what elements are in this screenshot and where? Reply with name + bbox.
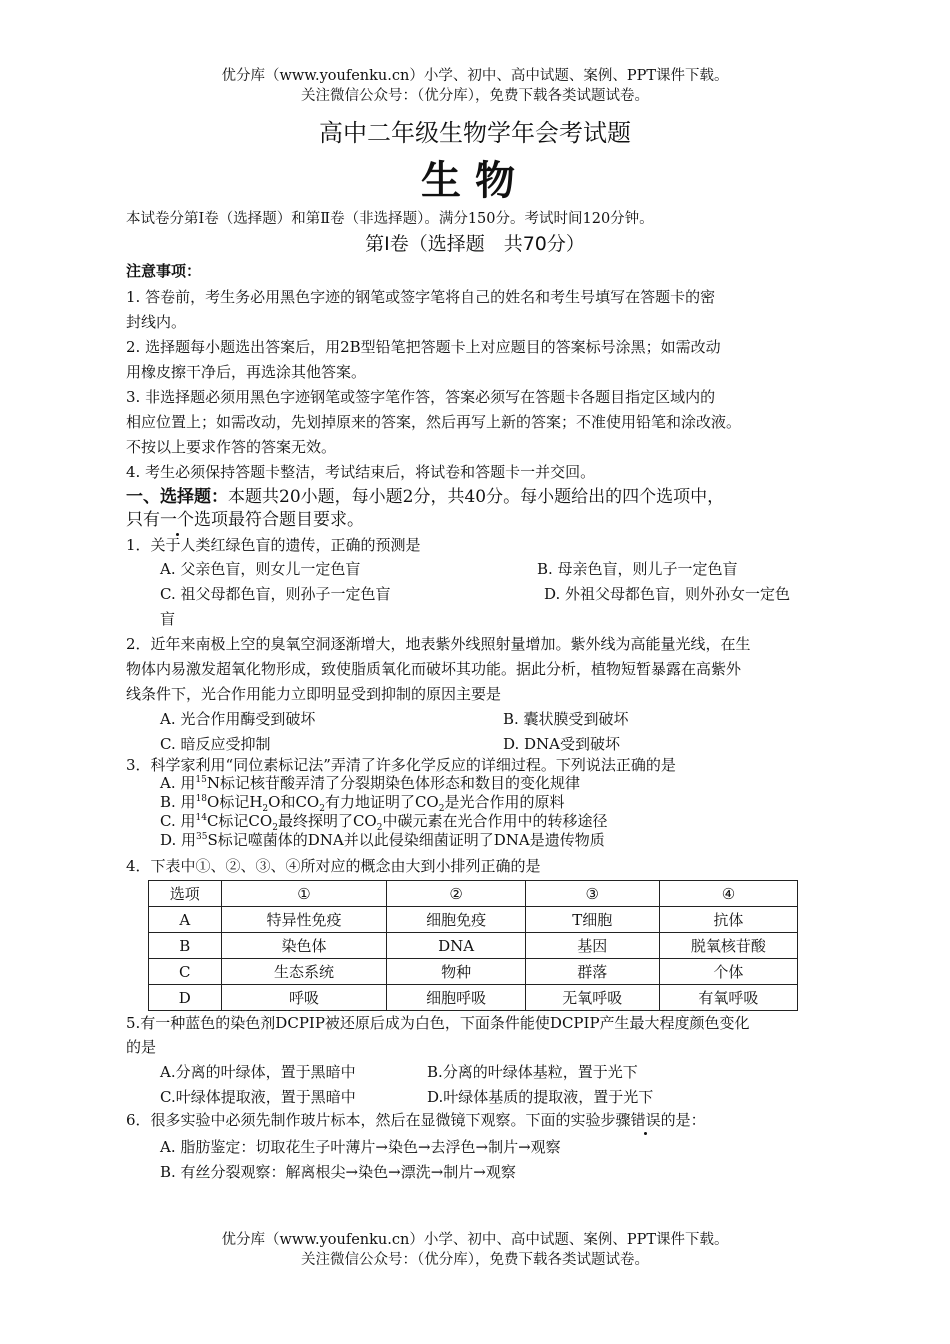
q4-header-cell: ② xyxy=(387,881,525,907)
table-cell: 细胞免疫 xyxy=(387,907,525,933)
table-cell: 无氧呼吸 xyxy=(525,985,659,1011)
table-cell: 脱氧核苷酸 xyxy=(659,933,797,959)
note-4: 4. 考生必须保持答题卡整洁，考试结束后，将试卷和答题卡一并交回。 xyxy=(126,463,596,481)
table-cell: 群落 xyxy=(525,959,659,985)
note-3b: 相应位置上；如需改动，先划掉原来的答案，然后再写上新的答案；不准使用铅笔和涂改液。 xyxy=(126,413,742,431)
table-row xyxy=(149,959,798,985)
q2-line-1: 2．近年来南极上空的臭氧空洞逐渐增大，地表紫外线照射量增加。紫外线为高能量光线，在生 xyxy=(126,635,751,653)
q3-c-mid1: C标记CO xyxy=(206,812,273,830)
q4-header-cell: ④ xyxy=(659,881,797,907)
q5-line-1: 5.有一种蓝色的染色剂DCPIP被还原后成为白色，下面条件能使DCPIP产生最大程度颜色变化 xyxy=(126,1014,750,1032)
table-cell: 有氧呼吸 xyxy=(659,985,797,1011)
q4-header-cell: ③ xyxy=(525,881,659,907)
table-cell: 特异性免疫 xyxy=(221,907,387,933)
q6-stem-pre: 6．很多实验中必须先制作玻片标本，然后在显微镜下观察。下面的实验步骤 xyxy=(126,1111,631,1129)
q5-option-c: C.叶绿体提取液，置于黑暗中 xyxy=(160,1088,356,1106)
exam-intro: 本试卷分第Ⅰ卷（选择题）和第Ⅱ卷（非选择题）。满分150分。考试时间120分钟。 xyxy=(126,211,654,227)
q3-a-post: N标记核苷酸弄清了分裂期染色体形态和数目的变化规律 xyxy=(206,774,580,792)
q6-stem-post: 的是： xyxy=(660,1111,706,1129)
note-1a: 1. 答卷前，考生务必用黑色字迹的钢笔或签字笔将自己的姓名和考生号填写在答题卡的密 xyxy=(126,288,716,306)
q3-stem: 3．科学家利用“同位素标记法”弄清了许多化学反应的详细过程。下列说法正确的是 xyxy=(126,756,676,774)
q3-b-sub3: 2 xyxy=(438,804,445,814)
q1-option-d-cont: 盲 xyxy=(160,610,176,628)
q3-option-b xyxy=(160,793,565,814)
table-cell: D xyxy=(149,985,222,1011)
note-3a: 3. 非选择题必须用黑色字迹钢笔或签字笔作答，答案必须写在答题卡各题目指定区域内的 xyxy=(126,388,716,406)
notes-heading: 注意事项： xyxy=(126,262,202,280)
section1-line-2 xyxy=(126,509,364,531)
table-cell: 抗体 xyxy=(659,907,797,933)
section1-desc-a: 本题共20小题，每小题2分，共40分。每小题给出的四个选项中， xyxy=(228,487,725,507)
q3-b-post: 是光合作用的原料 xyxy=(444,793,565,811)
table-cell: T细胞 xyxy=(525,907,659,933)
footer-line-1: 优分库（www.youfenku.cn）小学、初中、高中试题、案例、PPT课件下载。 xyxy=(221,1232,729,1248)
q3-b-mid1: O标记H xyxy=(207,793,263,811)
section1-desc-b-post: 选项最符合题目要求。 xyxy=(194,510,364,530)
header-line-1: 优分库（www.youfenku.cn）小学、初中、高中试题、案例、PPT课件下载。 xyxy=(221,68,729,84)
q4-table-header-row xyxy=(149,881,798,907)
q1-stem: 1．关于人类红绿色盲的遗传，正确的预测是 xyxy=(126,536,421,554)
table-cell: 染色体 xyxy=(221,933,387,959)
q5-line-2: 的是 xyxy=(126,1038,157,1056)
q3-c-post: 中碳元素在光合作用中的转移途径 xyxy=(382,812,608,830)
q3-b-pre: B. 用 xyxy=(160,793,196,811)
q6-option-a: A. 脂肪鉴定：切取花生子叶薄片→染色→去浮色→制片→观察 xyxy=(160,1138,561,1156)
note-2a: 2. 选择题每小题选出答案后，用2B型铅笔把答题卡上对应题目的答案标号涂黑；如需改动 xyxy=(126,338,721,356)
q3-a-isotope: 15 xyxy=(195,775,207,785)
table-cell: 基因 xyxy=(525,933,659,959)
q3-c-isotope: 14 xyxy=(195,813,207,823)
section1-desc-b-pre: 只有 xyxy=(126,510,160,530)
section1-desc-b-emphasis: 一个 xyxy=(160,510,194,530)
note-2b: 用橡皮擦干净后，再选涂其他答案。 xyxy=(126,363,367,381)
q1-option-b: B. 母亲色盲，则儿子一定色盲 xyxy=(537,560,738,578)
table-cell: DNA xyxy=(387,933,525,959)
q3-option-d xyxy=(160,831,605,849)
table-cell: 个体 xyxy=(659,959,797,985)
q3-c-sub2: 2 xyxy=(376,823,383,833)
table-cell: 呼吸 xyxy=(221,985,387,1011)
q4-stem: 4．下表中①、②、③、④所对应的概念由大到小排列正确的是 xyxy=(126,857,541,875)
q3-d-post: S标记噬菌体的DNA并以此侵染细菌证明了DNA是遗传物质 xyxy=(207,831,605,849)
q3-b-sub2: 2 xyxy=(319,804,325,814)
table-cell: A xyxy=(149,907,222,933)
q1-option-c: C. 祖父母都色盲，则孙子一定色盲 xyxy=(160,585,391,603)
q3-b-sub1: 2 xyxy=(262,804,269,814)
q2-option-a: A. 光合作用酶受到破坏 xyxy=(160,710,316,728)
q3-option-a xyxy=(160,774,580,792)
table-row xyxy=(149,933,798,959)
header-line-2: 关注微信公众号：（优分库），免费下载各类试题试卷。 xyxy=(301,88,649,104)
exam-subject: 生物 xyxy=(421,158,529,204)
table-cell: 物种 xyxy=(387,959,525,985)
q1-option-d: D. 外祖父母都色盲，则外孙女一定色 xyxy=(544,585,791,603)
footer-line-2: 关注微信公众号：（优分库），免费下载各类试题试卷。 xyxy=(301,1252,649,1268)
table-cell: C xyxy=(149,959,222,985)
q1-option-a: A. 父亲色盲，则女儿一定色盲 xyxy=(160,560,361,578)
q5-option-a: A.分离的叶绿体，置于黑暗中 xyxy=(160,1063,356,1081)
section1-label: 一、选择题： xyxy=(126,487,228,507)
note-3c: 不按以上要求作答的答案无效。 xyxy=(126,438,337,456)
q2-option-b: B. 囊状膜受到破坏 xyxy=(503,710,629,728)
q3-b-mid2: O和CO xyxy=(268,793,320,811)
q6-stem-emphasis: 错误 xyxy=(630,1111,661,1129)
section1-line-1 xyxy=(126,486,724,508)
q5-option-b: B.分离的叶绿体基粒，置于光下 xyxy=(427,1063,638,1081)
q3-c-pre: C. 用 xyxy=(160,812,196,830)
q2-option-c: C. 暗反应受抑制 xyxy=(160,735,271,753)
q3-option-c xyxy=(160,812,608,833)
q3-b-mid3: 有力地证明了CO xyxy=(324,793,439,811)
exam-title: 高中二年级生物学年会考试题 xyxy=(319,119,631,147)
table-row xyxy=(149,907,798,933)
q3-b-isotope: 18 xyxy=(195,794,208,804)
q3-a-pre: A. 用 xyxy=(160,774,196,792)
table-cell: B xyxy=(149,933,222,959)
q3-d-pre: D. 用 xyxy=(160,831,197,849)
table-cell: 细胞呼吸 xyxy=(387,985,525,1011)
table-row xyxy=(149,985,798,1011)
q4-table xyxy=(148,880,798,1011)
q2-line-2: 物体内易激发超氧化物形成，致使脂质氧化而破坏其功能。据此分析，植物短暂暴露在高紫外 xyxy=(126,660,742,678)
q3-c-sub1: 2 xyxy=(272,823,278,833)
q4-header-cell: 选项 xyxy=(149,881,222,907)
q2-line-3: 线条件下，光合作用能力立即明显受到抑制的原因主要是 xyxy=(126,685,502,703)
part1-title: 第Ⅰ卷（选择题 共70分） xyxy=(365,233,585,255)
q3-c-mid2: 最终探明了CO xyxy=(277,812,377,830)
q3-d-isotope: 35 xyxy=(196,832,208,842)
q6-option-b: B. 有丝分裂观察：解离根尖→染色→漂洗→制片→观察 xyxy=(160,1163,516,1181)
q6-stem xyxy=(126,1110,706,1130)
q5-option-d: D.叶绿体基质的提取液，置于光下 xyxy=(427,1088,654,1106)
q2-option-d: D. DNA受到破坏 xyxy=(503,735,621,753)
table-cell: 生态系统 xyxy=(221,959,387,985)
note-1b: 封线内。 xyxy=(126,313,187,331)
q4-header-cell: ① xyxy=(221,881,387,907)
